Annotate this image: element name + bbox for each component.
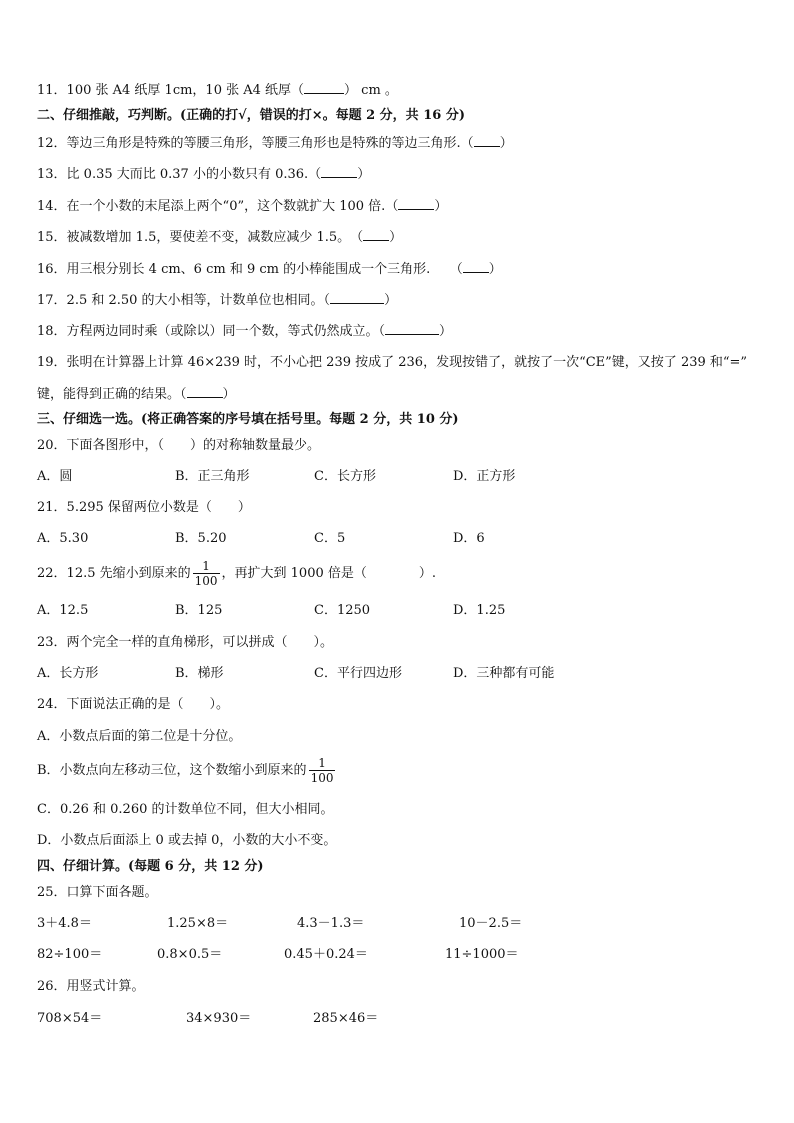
option-a[interactable]: A．小数点后面的第二位是十分位。 xyxy=(37,729,242,744)
fraction xyxy=(193,559,220,588)
question-11-text: 11．100 张 A4 纸厚 1cm，10 张 A4 纸厚（ xyxy=(37,83,305,98)
bracket-close: ） xyxy=(384,293,398,308)
bracket-close: ） xyxy=(434,199,448,214)
bracket-close: ） xyxy=(357,167,371,182)
question-25: 25．口算下面各题。 xyxy=(37,885,158,900)
answer-blank[interactable] xyxy=(398,197,434,210)
question-21: 21．5.295 保留两位小数是（ ） xyxy=(37,500,251,515)
option-c[interactable]: C．0.26 和 0.260 的计数单位不同，但大小相同。 xyxy=(37,802,334,817)
bracket-close: ） xyxy=(439,324,453,339)
answer-blank[interactable] xyxy=(363,228,389,241)
bracket-close: ） xyxy=(222,387,236,402)
option-d[interactable]: D．正方形 xyxy=(453,469,516,484)
answer-blank[interactable] xyxy=(304,81,344,94)
question-19-line-2 xyxy=(37,385,236,404)
question-20: 20．下面各图形中，（ ）的对称轴数量最少。 xyxy=(37,438,321,453)
question-22-text: 22．12.5 先缩小到原来的 xyxy=(37,566,191,581)
calc-item: 1.25×8＝ xyxy=(167,916,229,931)
calc-item: 11÷1000＝ xyxy=(445,947,519,962)
option-b[interactable]: B．正三角形 xyxy=(175,469,250,484)
option-a[interactable]: A．圆 xyxy=(37,469,73,484)
question-19-text: 键，能得到正确的结果。（ xyxy=(37,387,187,402)
question-15-text: 15．被减数增加 1.5，要使差不变，减数应减少 1.5。 （ xyxy=(37,230,364,245)
question-16 xyxy=(37,260,502,279)
fraction-denominator: 100 xyxy=(310,771,334,785)
question-17 xyxy=(37,291,397,310)
section-2-heading: 二、仔细推敲，巧判断。(正确的打√，错误的打×。每题 2 分，共 16 分) xyxy=(37,108,465,123)
question-24: 24．下面说法正确的是（ ）。 xyxy=(37,697,230,712)
bracket-close: ） xyxy=(488,262,502,277)
question-15 xyxy=(37,228,402,247)
fraction-numerator: 1 xyxy=(202,559,210,573)
answer-blank[interactable] xyxy=(385,322,439,335)
answer-blank[interactable] xyxy=(187,385,223,398)
question-22 xyxy=(37,557,436,591)
question-14-text: 14．在一个小数的末尾添上两个“0”，这个数就扩大 100 倍.（ xyxy=(37,199,399,214)
answer-blank[interactable] xyxy=(463,260,489,273)
option-a[interactable]: A．长方形 xyxy=(37,666,99,681)
calc-item: 10－2.5＝ xyxy=(459,916,523,931)
option-d[interactable]: D．三种都有可能 xyxy=(453,666,555,681)
question-18 xyxy=(37,322,452,341)
question-13-text: 13．比 0.35 大而比 0.37 小的小数只有 0.36.（ xyxy=(37,167,322,182)
fraction xyxy=(309,756,336,785)
question-14 xyxy=(37,197,447,216)
option-d[interactable]: D．1.25 xyxy=(453,603,506,618)
calc-item: 82÷100＝ xyxy=(37,947,103,962)
answer-blank[interactable] xyxy=(321,165,357,178)
calc-item: 0.8×0.5＝ xyxy=(157,947,223,962)
calc-item: 4.3－1.3＝ xyxy=(297,916,365,931)
option-b[interactable] xyxy=(37,754,337,788)
question-12 xyxy=(37,134,513,153)
calc-item: 708×54＝ xyxy=(37,1011,103,1026)
question-17-text: 17．2.5 和 2.50 的大小相等，计数单位也相同。（ xyxy=(37,293,331,308)
question-23: 23．两个完全一样的直角梯形，可以拼成（ ）。 xyxy=(37,635,334,650)
option-b[interactable]: B．梯形 xyxy=(175,666,224,681)
bracket-close: ） xyxy=(389,230,403,245)
option-d[interactable]: D．6 xyxy=(453,531,485,546)
question-16-text: 16．用三根分别长 4 cm、6 cm 和 9 cm 的小棒能围成一个三角形. （ xyxy=(37,262,463,277)
calc-item: 0.45＋0.24＝ xyxy=(284,947,368,962)
question-13 xyxy=(37,165,370,184)
option-c[interactable]: C．5 xyxy=(314,531,346,546)
calc-item: 34×930＝ xyxy=(186,1011,252,1026)
fraction-denominator: 100 xyxy=(194,574,218,588)
section-3-heading: 三、仔细选一选。(将正确答案的序号填在括号里。每题 2 分，共 10 分) xyxy=(37,412,459,427)
option-b[interactable]: B．125 xyxy=(175,603,223,618)
option-b[interactable]: B．5.20 xyxy=(175,531,227,546)
option-a[interactable]: A．12.5 xyxy=(37,603,89,618)
option-c[interactable]: C．平行四边形 xyxy=(314,666,402,681)
option-c[interactable]: C．1250 xyxy=(314,603,371,618)
question-11-unit: ） cm 。 xyxy=(344,83,398,98)
calc-item: 285×46＝ xyxy=(313,1011,379,1026)
question-22-tail: ，再扩大到 1000 倍是（ ）. xyxy=(221,566,437,581)
answer-blank[interactable] xyxy=(330,291,384,304)
fraction-numerator: 1 xyxy=(318,756,326,770)
section-4-heading: 四、仔细计算。(每题 6 分，共 12 分) xyxy=(37,859,264,874)
option-b-text: B．小数点向左移动三位，这个数缩小到原来的 xyxy=(37,763,307,778)
bracket-close: ） xyxy=(499,136,513,151)
question-18-text: 18．方程两边同时乘（或除以）同一个数，等式仍然成立。（ xyxy=(37,324,386,339)
answer-blank[interactable] xyxy=(474,134,500,147)
option-c[interactable]: C．长方形 xyxy=(314,469,376,484)
question-12-text: 12．等边三角形是特殊的等腰三角形，等腰三角形也是特殊的等边三角形.（ xyxy=(37,136,474,151)
option-d[interactable]: D．小数点后面添上 0 或去掉 0，小数的大小不变。 xyxy=(37,833,337,848)
question-26: 26．用竖式计算。 xyxy=(37,979,145,994)
calc-item: 3＋4.8＝ xyxy=(37,916,92,931)
question-19-line-1: 19．张明在计算器上计算 46×239 时，不小心把 239 按成了 236，发现按错了，就按了一次“CE”键，又按了 239 和“=” xyxy=(37,355,748,370)
option-a[interactable]: A．5.30 xyxy=(37,531,89,546)
question-11 xyxy=(37,81,398,100)
